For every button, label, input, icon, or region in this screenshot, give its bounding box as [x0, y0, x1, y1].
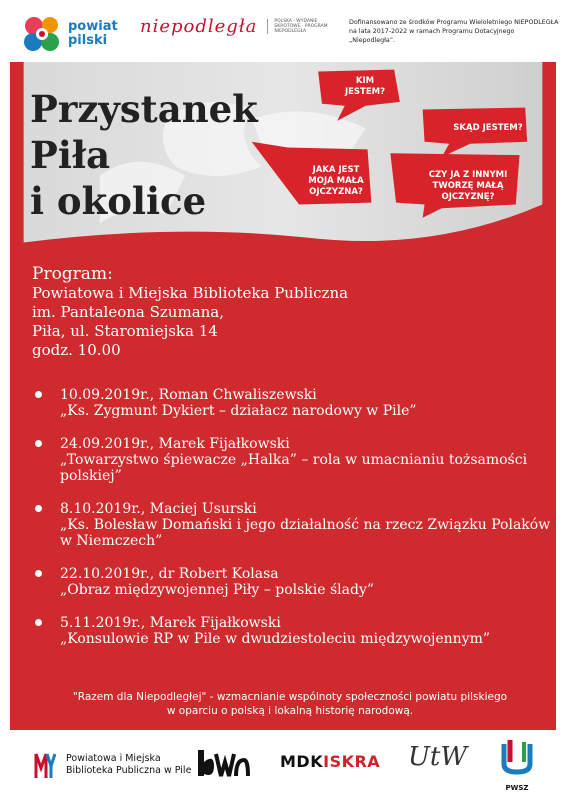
list-item	[32, 615, 552, 647]
event-date-speaker: 22.10.2019r., dr Robert Kolasa	[60, 566, 279, 582]
title-line-1: Przystanek	[30, 87, 258, 131]
event-date-speaker: 24.09.2019r., Marek Fijałkowski	[60, 436, 290, 452]
list-item	[32, 501, 552, 549]
bubble-kim-text: KIM JESTEM?	[344, 76, 386, 97]
event-topic: „Konsulowie RP w Pile w dwudziestoleciu międzywojennym”	[60, 631, 491, 647]
bullet-icon	[35, 570, 42, 577]
project-note	[50, 690, 530, 718]
bwa-logo	[196, 744, 250, 784]
niepodlegla-script: niepodległa	[140, 16, 258, 37]
event-topic: „Towarzystwo śpiewacze „Halka” – rola w umacnianiu tożsamości polskiej”	[60, 452, 528, 484]
bubble-jaka-text: JAKA JEST MOJA MAŁA OJCZYZNA?	[308, 165, 364, 197]
event-topic: „Ks. Zygmunt Dykiert – działacz narodowy w Pile”	[60, 403, 417, 419]
mdk-text: MDK	[280, 752, 324, 771]
library-logo-icon	[34, 750, 56, 780]
powiat-pilski-logo	[22, 14, 118, 54]
niepodlegla-logo	[140, 16, 334, 37]
title-line-3: i okolice	[30, 179, 207, 223]
list-item	[32, 436, 552, 484]
partner-logos	[0, 730, 566, 800]
utw-logo: UtW	[408, 742, 468, 772]
list-item	[32, 566, 552, 598]
project-note-line-2: w oparciu o polską i lokalną historię narodową.	[166, 705, 414, 717]
event-topic: „Obraz międzywojennej Piły – polskie ślady”	[60, 582, 375, 598]
bullet-icon	[35, 391, 42, 398]
flower-logo-icon	[22, 14, 62, 54]
poster-title	[30, 86, 258, 224]
bullet-icon	[35, 440, 42, 447]
event-date-speaker: 8.10.2019r., Maciej Usurski	[60, 501, 257, 517]
iskra-text: ISKRA	[323, 752, 381, 771]
event-list	[32, 387, 552, 664]
program-venue-name: im. Pantaleona Szumana,	[32, 303, 225, 321]
event-date-speaker: 10.09.2019r., Roman Chwaliszewski	[60, 387, 317, 403]
niepodlegla-small-text: POLSKA · WYDANIE SKRÓTOWE · PROGRAM NIEPODLEGŁA	[267, 19, 334, 34]
library-name-line-1: Powiatowa i Miejska	[66, 753, 161, 764]
program-address: Piła, ul. Staromiejska 14	[32, 322, 218, 340]
powiat-text: powiat	[68, 19, 118, 34]
bullet-icon	[35, 505, 42, 512]
program-venue: Powiatowa i Miejska Biblioteka Publiczna	[32, 284, 349, 302]
mdk-iskra-logo	[280, 752, 380, 771]
bullet-icon	[35, 619, 42, 626]
project-note-line-1: "Razem dla Niepodległej" - wzmacnianie wspólnoty społeczności powiatu pilskiego	[72, 691, 508, 703]
event-topic: „Ks. Bolesław Domański i jego działalność na rzecz Związku Polaków w Niemczech”	[60, 517, 551, 549]
pwsz-text: PWSZ	[505, 784, 529, 792]
bubble-czy-text: CZY JA Z INNYMI TWORZĘ MAŁĄ OJCZYZNĘ?	[428, 170, 508, 202]
program-info	[32, 265, 348, 360]
list-item	[32, 387, 552, 419]
library-logo	[34, 750, 191, 780]
library-name-line-2: Biblioteka Publiczna w Pile	[66, 765, 192, 776]
funding-note: Dofinansowano ze środków Programu Wieloletniego NIEPODLEGŁA na lata 2017-2022 w ramach Programu Dotacyjnego „Niepodległa”.	[349, 19, 559, 44]
title-line-2: Piła	[30, 133, 111, 177]
event-date-speaker: 5.11.2019r., Marek Fijałkowski	[60, 615, 281, 631]
program-time: godz. 10.00	[32, 341, 121, 359]
bubble-skad-text: SKĄD JESTEM?	[453, 123, 523, 133]
program-heading: Program:	[32, 264, 113, 284]
pilski-text: pilski	[68, 33, 108, 48]
pwsz-logo	[500, 738, 534, 792]
poster-main	[10, 62, 556, 730]
header	[0, 0, 566, 62]
